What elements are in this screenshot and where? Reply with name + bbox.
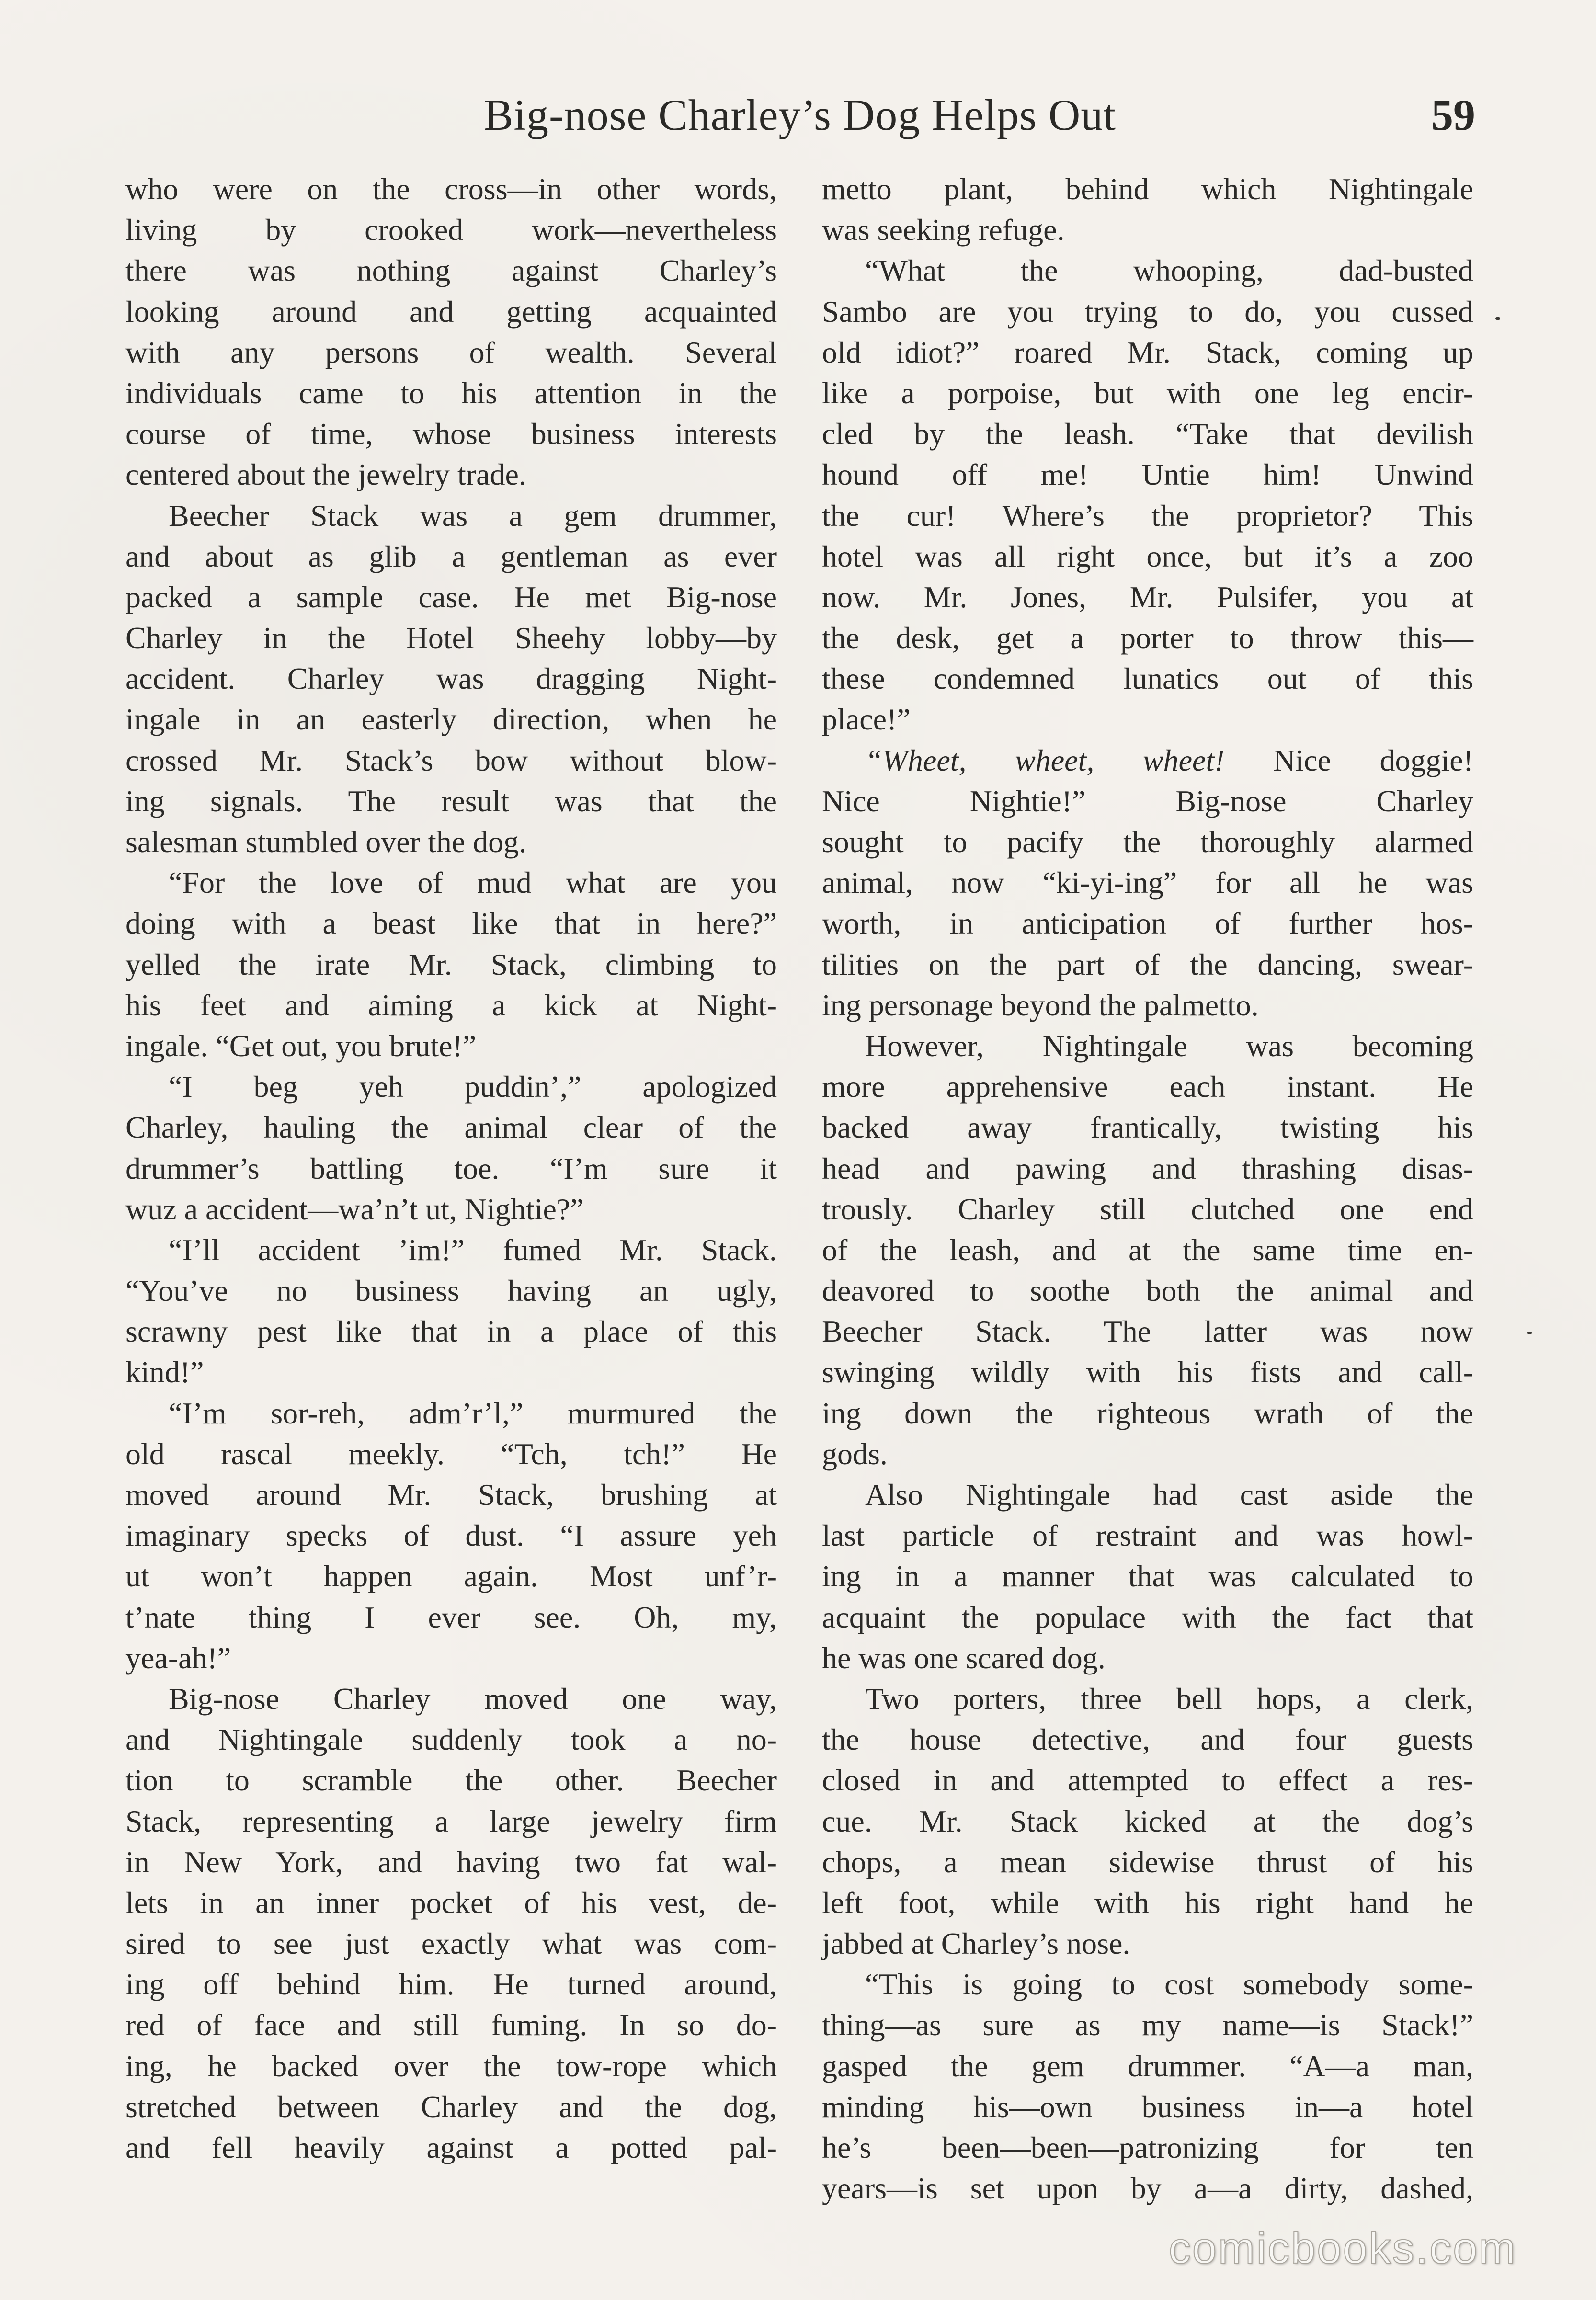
text-line: his feet and aiming a kick at Night- (125, 988, 777, 1022)
text-line: ing, he backed over the tow-rope which (125, 2049, 777, 2083)
text-line: of the leash, and at the same time en- (822, 1232, 1473, 1267)
ink-speck (1495, 317, 1500, 320)
text-line: Two porters, three bell hops, a clerk, (865, 1681, 1473, 1716)
text-line: packed a sample case. He met Big-nose (125, 580, 777, 614)
text-line: hotel was all right once, but it’s a zoo (822, 539, 1473, 573)
text-line: these condemned lunatics out of this (822, 661, 1473, 696)
text-line: “I’m sor-reh, adm’r’l,” murmured the (169, 1396, 777, 1430)
text-line: Charley in the Hotel Sheehy lobby—by (125, 621, 777, 655)
text-line: cled by the leash. “Take that devilish (822, 417, 1473, 451)
text-line: salesman stumbled over the dog. (125, 825, 527, 859)
text-line: and fell heavily against a potted pal- (125, 2130, 777, 2164)
text-line: in New York, and having two fat wal- (125, 1845, 777, 1879)
watermark: comicbooks.com (1168, 2224, 1517, 2273)
text-line: gasped the gem drummer. “A—a man, (822, 2049, 1473, 2083)
text-line: living by crooked work—nevertheless (125, 213, 777, 247)
text-line: Also Nightingale had cast aside the (865, 1478, 1473, 1512)
text-line: “You’ve no business having an ugly, (125, 1274, 777, 1308)
text-line: ingale in an easterly direction, when he (125, 702, 777, 737)
text-line: old rascal meekly. “Tch, tch!” He (125, 1436, 777, 1471)
text-line: he was one scared dog. (822, 1640, 1106, 1675)
text-line: minding his—own business in—a hotel (822, 2089, 1473, 2124)
text-line: red of face and still fuming. In so do- (125, 2008, 777, 2042)
text-line: “What the whooping, dad-busted (865, 253, 1473, 288)
text-line: he’s been—been—patronizing for ten (822, 2130, 1473, 2164)
text-line: However, Nightingale was becoming (865, 1028, 1473, 1063)
text-line: “I beg yeh puddin’,” apologized (169, 1070, 777, 1104)
line-text: Nice doggie! (1224, 743, 1473, 777)
text-line: kind!” (125, 1355, 204, 1389)
text-line: more apprehensive each instant. He (822, 1070, 1473, 1104)
text-line: “This is going to cost somebody some- (865, 1967, 1473, 2002)
text-line: looking around and getting acquainted (125, 294, 777, 329)
text-line: now. Mr. Jones, Mr. Pulsifer, you at (822, 580, 1473, 614)
text-line: Beecher Stack. The latter was now (822, 1314, 1473, 1349)
text-line: yea-ah!” (125, 1640, 231, 1675)
text-line: drummer’s battling toe. “I’m sure it (125, 1151, 777, 1185)
text-line: head and pawing and thrashing disas- (822, 1151, 1473, 1185)
text-line: ingale. “Get out, you brute!” (125, 1028, 477, 1063)
text-line: hound off me! Untie him! Unwind (822, 457, 1473, 492)
text-line: like a porpoise, but with one leg encir- (822, 376, 1473, 410)
text-line: ing off behind him. He turned around, (125, 1967, 777, 2002)
text-line: yelled the irate Mr. Stack, climbing to (125, 947, 777, 981)
text-line: trously. Charley still clutched one end (822, 1192, 1473, 1226)
text-line: ut won’t happen again. Most unf’r- (125, 1559, 777, 1594)
text-line: Stack, representing a large jewelry firm (125, 1804, 777, 1838)
page-number: 59 (1431, 91, 1475, 139)
text-line: Charley, hauling the animal clear of the (125, 1110, 777, 1145)
running-head (125, 81, 1475, 148)
text-line: old idiot?” roared Mr. Stack, coming up (822, 335, 1473, 369)
text-line: ing signals. The result was that the (125, 784, 777, 818)
text-line: there was nothing against Charley’s (125, 253, 777, 288)
text-line: “I’ll accident ’im!” fumed Mr. Stack. (169, 1232, 777, 1267)
left-text-column (125, 169, 777, 2168)
text-line: Nice Nightie!” Big-nose Charley (822, 784, 1473, 818)
text-line: the cur! Where’s the proprietor? This (822, 498, 1473, 533)
text-line: tilities on the part of the dancing, swear- (822, 947, 1473, 981)
text-line: Sambo are you trying to do, you cussed (822, 294, 1473, 329)
text-line: “For the love of mud what are you (169, 865, 777, 900)
text-line: closed in and attempted to effect a res- (822, 1763, 1473, 1798)
text-line: gods. (822, 1436, 888, 1471)
text-line: the house detective, and four guests (822, 1722, 1473, 1757)
running-title: Big-nose Charley’s Dog Helps Out (484, 91, 1116, 139)
text-line: t’nate thing I ever see. Oh, my, (125, 1600, 777, 1634)
text-line: lets in an inner pocket of his vest, de- (125, 1885, 777, 1920)
right-text-column (822, 169, 1473, 2209)
text-line: worth, in anticipation of further hos- (822, 906, 1473, 941)
text-line: cue. Mr. Stack kicked at the dog’s (822, 1804, 1473, 1838)
text-line: ing personage beyond the palmetto. (822, 988, 1259, 1022)
text-line: chops, a mean sidewise thrust of his (822, 1845, 1473, 1879)
text-line: accident. Charley was dragging Night- (125, 661, 777, 696)
text-line: scrawny pest like that in a place of this (125, 1314, 777, 1349)
text-line: and Nightingale suddenly took a no- (125, 1722, 777, 1757)
text-line: Beecher Stack was a gem drummer, (169, 498, 777, 533)
text-line: course of time, whose business interests (125, 417, 777, 451)
text-line: doing with a beast like that in here?” (125, 906, 777, 941)
text-line: and about as glib a gentleman as ever (125, 539, 777, 573)
ink-speck (1527, 1332, 1532, 1334)
text-line: backed away frantically, twisting his (822, 1110, 1473, 1145)
text-line: who were on the cross—in other words, (125, 172, 777, 206)
text-line: left foot, while with his right hand he (822, 1885, 1473, 1920)
text-line: wuz a accident—wa’n’t ut, Nightie?” (125, 1192, 584, 1226)
text-line: centered about the jewelry trade. (125, 457, 526, 492)
text-line: years—is set upon by a—a dirty, dashed, (822, 2171, 1473, 2206)
text-line: ing down the righteous wrath of the (822, 1396, 1473, 1430)
text-line: crossed Mr. Stack’s bow without blow- (125, 743, 777, 777)
text-line: last particle of restraint and was howl- (822, 1518, 1473, 1553)
text-line: deavored to soothe both the animal and (822, 1274, 1473, 1308)
italic-text: “Wheet, wheet, wheet! (865, 743, 1225, 777)
text-line: sought to pacify the thoroughly alarmed (822, 825, 1473, 859)
text-line: animal, now “ki-yi-ing” for all he was (822, 865, 1473, 900)
text-line: jabbed at Charley’s nose. (822, 1926, 1130, 1961)
text-line: sired to see just exactly what was com- (125, 1926, 777, 1961)
text-line: place!” (822, 702, 911, 737)
text-line: metto plant, behind which Nightingale (822, 172, 1473, 206)
text-line: thing—as sure as my name—is Stack!” (822, 2008, 1473, 2042)
text-line: was seeking refuge. (822, 213, 1065, 247)
text-line: ing in a manner that was calculated to (822, 1559, 1473, 1594)
text-line: with any persons of wealth. Several (125, 335, 777, 369)
text-line: acquaint the populace with the fact that (822, 1600, 1473, 1634)
text-line (822, 740, 1473, 781)
text-line: individuals came to his attention in the (125, 376, 777, 410)
text-line: moved around Mr. Stack, brushing at (125, 1478, 777, 1512)
text-line: the desk, get a porter to throw this— (822, 621, 1473, 655)
text-line: imaginary specks of dust. “I assure yeh (125, 1518, 777, 1553)
text-line: stretched between Charley and the dog, (125, 2089, 777, 2124)
text-line: tion to scramble the other. Beecher (125, 1763, 777, 1798)
text-line: Big-nose Charley moved one way, (169, 1681, 777, 1716)
text-line: swinging wildly with his fists and call- (822, 1355, 1473, 1389)
